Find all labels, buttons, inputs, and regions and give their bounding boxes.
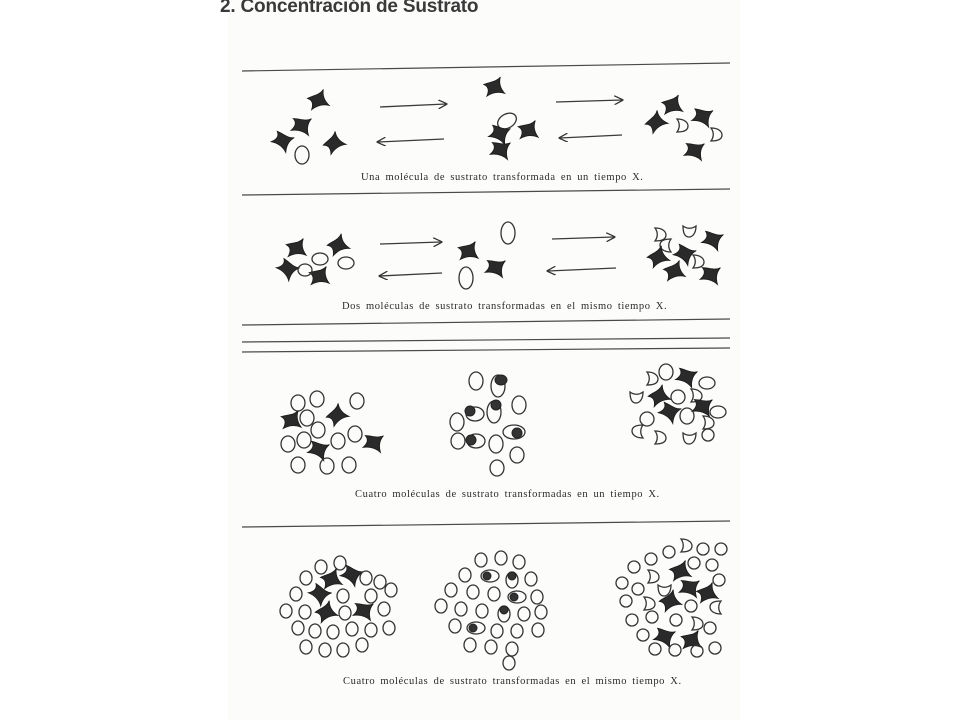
substrate-icon <box>451 433 465 449</box>
row-2-complex <box>458 222 515 289</box>
product-icon <box>681 539 692 552</box>
product-icon <box>644 597 655 610</box>
substrate-icon <box>511 624 523 638</box>
substrate-icon <box>476 604 488 618</box>
rule <box>242 338 730 342</box>
enzyme-icon <box>643 110 668 135</box>
substrate-icon <box>348 426 362 442</box>
product-icon <box>703 416 714 429</box>
substrate-icon <box>697 543 709 555</box>
enzyme-icon <box>661 95 683 116</box>
enzyme-substrate-complex-icon <box>501 222 515 244</box>
substrate-icon <box>455 602 467 616</box>
substrate-icon <box>525 572 537 586</box>
substrate-icon <box>503 656 515 670</box>
row-2-reactants <box>275 234 354 287</box>
enzyme-icon <box>324 403 349 428</box>
enzyme-icon <box>508 572 516 580</box>
enzyme-icon <box>458 242 479 262</box>
row-3 <box>281 364 726 500</box>
enzyme-icon <box>286 239 307 259</box>
substrate-icon <box>691 645 703 657</box>
substrate-icon <box>445 583 457 597</box>
substrate-icon <box>663 546 675 558</box>
row-3-reactants <box>281 391 384 474</box>
enzyme-icon <box>500 606 508 614</box>
substrate-icon <box>300 640 312 654</box>
reverse-arrow-icon <box>560 135 622 138</box>
substrate-icon <box>640 412 654 426</box>
enzyme-icon <box>291 116 312 136</box>
substrate-icon <box>704 622 716 634</box>
row-4-caption: Cuatro moléculas de sustrato transformadas en el mismo tiempo X. <box>343 676 682 687</box>
enzyme-icon <box>490 140 511 160</box>
substrate-icon <box>510 447 524 463</box>
substrate-icon <box>620 595 632 607</box>
row-3-products <box>630 364 726 444</box>
row-1-caption: Una molécula de sustrato transformada en un tiempo X. <box>361 172 644 183</box>
enzyme-icon <box>691 106 713 127</box>
rule <box>242 63 730 71</box>
substrate-icon <box>489 435 503 453</box>
substrate-icon <box>299 605 311 619</box>
substrate-icon <box>374 575 386 589</box>
enzyme-icon <box>692 397 713 417</box>
forward-arrow-icon <box>556 100 622 102</box>
substrate-icon <box>311 422 325 438</box>
substrate-icon <box>298 264 312 276</box>
substrate-icon <box>485 640 497 654</box>
enzyme-icon <box>675 365 698 387</box>
substrate-icon <box>616 577 628 589</box>
enzyme-icon <box>326 234 350 258</box>
substrate-icon <box>295 146 309 164</box>
product-icon <box>683 226 696 237</box>
substrate-icon <box>291 395 305 411</box>
substrate-icon <box>449 619 461 633</box>
reverse-arrow-icon <box>548 268 616 271</box>
enzyme-icon <box>512 428 522 438</box>
product-icon <box>647 372 658 385</box>
substrate-icon <box>659 364 673 380</box>
substrate-icon <box>532 623 544 637</box>
substrate-icon <box>680 408 694 424</box>
substrate-icon <box>291 457 305 473</box>
forward-arrow-icon <box>380 104 446 107</box>
enzyme-icon <box>658 590 682 614</box>
substrate-icon <box>488 587 500 601</box>
substrate-icon <box>459 568 471 582</box>
substrate-icon <box>356 638 368 652</box>
substrate-icon <box>327 625 339 639</box>
row-2 <box>275 222 724 312</box>
rule <box>242 521 730 527</box>
enzyme-icon <box>662 260 685 282</box>
row-2-products <box>646 226 724 284</box>
enzyme-icon <box>483 77 505 98</box>
section-rules <box>242 63 730 527</box>
enzyme-icon <box>672 242 696 266</box>
rule <box>242 189 730 195</box>
enzyme-icon <box>466 435 476 445</box>
enzyme-icon <box>321 131 346 156</box>
product-icon <box>677 119 688 132</box>
row-2-caption: Dos moléculas de sustrato transformadas en el mismo tiempo X. <box>342 301 668 312</box>
substrate-icon <box>645 553 657 565</box>
enzyme-icon <box>270 129 294 153</box>
substrate-icon <box>281 436 295 452</box>
substrate-icon <box>670 614 682 626</box>
enzyme-icon <box>483 572 491 580</box>
substrate-icon <box>464 638 476 652</box>
substrate-icon <box>715 543 727 555</box>
substrate-icon <box>360 571 372 585</box>
enzyme-icon <box>646 246 670 270</box>
substrate-icon <box>383 621 395 635</box>
substrate-icon <box>339 606 351 620</box>
substrate-icon <box>342 457 356 473</box>
product-icon <box>655 431 666 444</box>
substrate-icon <box>337 589 349 603</box>
substrate-icon <box>512 396 526 414</box>
product-icon <box>710 601 721 614</box>
enzyme-icon <box>684 141 705 161</box>
substrate-icon <box>628 561 640 573</box>
substrate-icon <box>320 458 334 474</box>
substrate-icon <box>649 643 661 655</box>
enzyme-icon <box>485 258 506 278</box>
substrate-icon <box>706 559 718 571</box>
substrate-icon <box>713 574 725 586</box>
substrate-icon <box>350 393 364 409</box>
substrate-icon <box>513 555 525 569</box>
product-icon <box>632 425 643 438</box>
substrate-icon <box>385 583 397 597</box>
enzyme-substrate-complex-icon <box>459 267 473 289</box>
product-icon <box>630 392 643 403</box>
enzyme-icon <box>518 121 539 141</box>
enzyme-icon <box>469 624 477 632</box>
enzyme-icon <box>275 256 300 281</box>
substrate-icon <box>290 587 302 601</box>
row-4 <box>280 539 727 687</box>
substrate-icon <box>531 590 543 604</box>
substrate-icon <box>331 433 345 449</box>
substrate-icon <box>435 599 447 613</box>
product-icon <box>693 255 704 268</box>
substrate-icon <box>506 642 518 656</box>
product-icon <box>683 433 696 444</box>
substrate-icon <box>300 571 312 585</box>
substrate-icon <box>535 605 547 619</box>
row-1-reactants <box>270 89 346 164</box>
enzyme-icon <box>491 400 501 410</box>
substrate-icon <box>312 253 328 265</box>
substrate-icon <box>469 372 483 390</box>
substrate-icon <box>495 551 507 565</box>
reverse-arrow-icon <box>380 273 442 276</box>
substrate-icon <box>518 607 530 621</box>
substrate-icon <box>709 642 721 654</box>
row-1-complex <box>483 77 538 159</box>
substrate-icon <box>632 583 644 595</box>
row-1 <box>270 77 722 183</box>
substrate-icon <box>319 643 331 657</box>
substrate-icon <box>346 622 358 636</box>
substrate-icon <box>637 629 649 641</box>
substrate-icon <box>491 624 503 638</box>
substrate-icon <box>338 257 354 269</box>
enzyme-icon <box>306 89 329 111</box>
enzyme-icon <box>681 631 702 651</box>
substrate-icon <box>626 614 638 626</box>
substrate-icon <box>337 643 349 657</box>
enzyme-icon <box>488 122 511 144</box>
row-1-products <box>643 95 722 160</box>
reverse-arrow-icon <box>378 139 444 142</box>
substrate-icon <box>671 390 685 404</box>
page-title: 2. Concentración de Sustrato <box>220 0 479 17</box>
substrate-icon <box>300 410 314 426</box>
row-4-complex <box>435 551 547 670</box>
enzyme-icon <box>281 411 302 431</box>
substrate-icon <box>365 589 377 603</box>
substrate-icon <box>467 585 479 599</box>
substrate-icon <box>669 644 681 656</box>
forward-arrow-icon <box>380 242 441 244</box>
enzyme-icon <box>363 433 384 453</box>
forward-arrow-icon <box>552 237 614 239</box>
enzyme-icon <box>657 400 681 424</box>
product-icon <box>655 228 666 241</box>
product-icon <box>711 128 722 141</box>
substrate-icon <box>292 621 304 635</box>
substrate-icon <box>309 624 321 638</box>
substrate-icon <box>699 377 715 389</box>
product-icon <box>692 617 703 630</box>
enzyme-icon <box>510 593 518 601</box>
substrate-icon <box>365 623 377 637</box>
substrate-icon <box>310 391 324 407</box>
enzyme-icon <box>701 228 724 250</box>
substrate-icon <box>710 406 726 418</box>
substrate-icon <box>685 600 697 612</box>
enzyme-icon <box>465 406 475 416</box>
substrate-icon <box>297 432 311 448</box>
substrate-icon <box>280 604 292 618</box>
substrate-icon <box>688 557 700 569</box>
enzyme-icon <box>314 601 338 625</box>
row-4-reactants <box>280 556 397 657</box>
substrate-icon <box>378 602 390 616</box>
substrate-icon <box>334 556 346 570</box>
enzyme-icon <box>495 375 507 385</box>
row-4-products <box>616 539 727 657</box>
substrate-icon <box>702 429 714 441</box>
substrate-icon <box>315 560 327 574</box>
substrate-icon <box>646 611 658 623</box>
substrate-icon <box>490 460 504 476</box>
product-icon <box>648 570 659 583</box>
row-3-caption: Cuatro moléculas de sustrato transformadas en un tiempo X. <box>355 489 660 500</box>
enzyme-icon <box>679 578 700 598</box>
rule <box>242 348 730 352</box>
substrate-icon <box>475 553 487 567</box>
enzyme-icon <box>319 568 342 590</box>
enzyme-icon <box>339 563 363 587</box>
enzyme-icon <box>700 265 721 285</box>
row-3-complex <box>450 372 526 476</box>
rule <box>242 319 730 325</box>
substrate-icon <box>450 413 464 431</box>
